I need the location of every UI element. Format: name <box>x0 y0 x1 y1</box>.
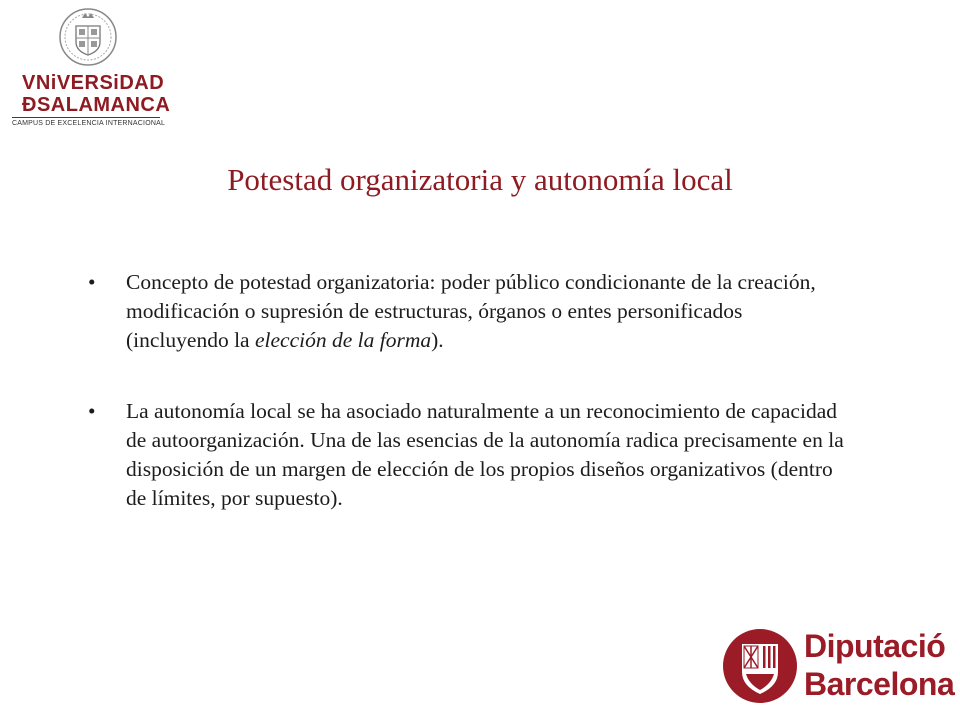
slide-title: Potestad organizatoria y autonomía local <box>227 162 733 197</box>
logo-divider <box>12 117 160 118</box>
bullet-marker: • <box>88 399 96 423</box>
bullet-text-end: ). <box>431 328 444 352</box>
universidad-salamanca-logo <box>12 6 171 130</box>
bullet-item <box>88 268 848 355</box>
bullet-marker: • <box>88 270 96 294</box>
bullet-list <box>88 268 848 513</box>
diputacio-line-1: Diputació <box>804 628 946 664</box>
diputacio-line-2: Barcelona <box>804 666 955 702</box>
bullet-text: La autonomía local se ha asociado naturalmente a un reconocimiento de capacidad de autoorganización. Una de las esencias de la autonomía radica precisamente en la disposición de un margen de elección de los propios diseños organizativos (dentro de límites, por supuesto). <box>126 399 844 510</box>
bullet-text: Concepto de potestad organizatoria: poder público condicionante de la creación, modificación o supresión de estructuras, órganos o entes personificados (incluyendo la <box>126 270 816 352</box>
bullet-item <box>88 397 848 513</box>
bullet-emphasis: elección de la forma <box>254 328 432 352</box>
logo-line-1: VNiVERSiDAD <box>22 72 165 94</box>
logo-line-2: ÐSALAMANCA <box>22 94 171 116</box>
logo-tagline: CAMPUS DE EXCELENCIA INTERNACIONAL <box>12 120 166 127</box>
diputacio-emblem-icon <box>720 622 800 710</box>
university-seal-icon <box>59 6 117 68</box>
diputacio-barcelona-logo <box>720 622 955 710</box>
